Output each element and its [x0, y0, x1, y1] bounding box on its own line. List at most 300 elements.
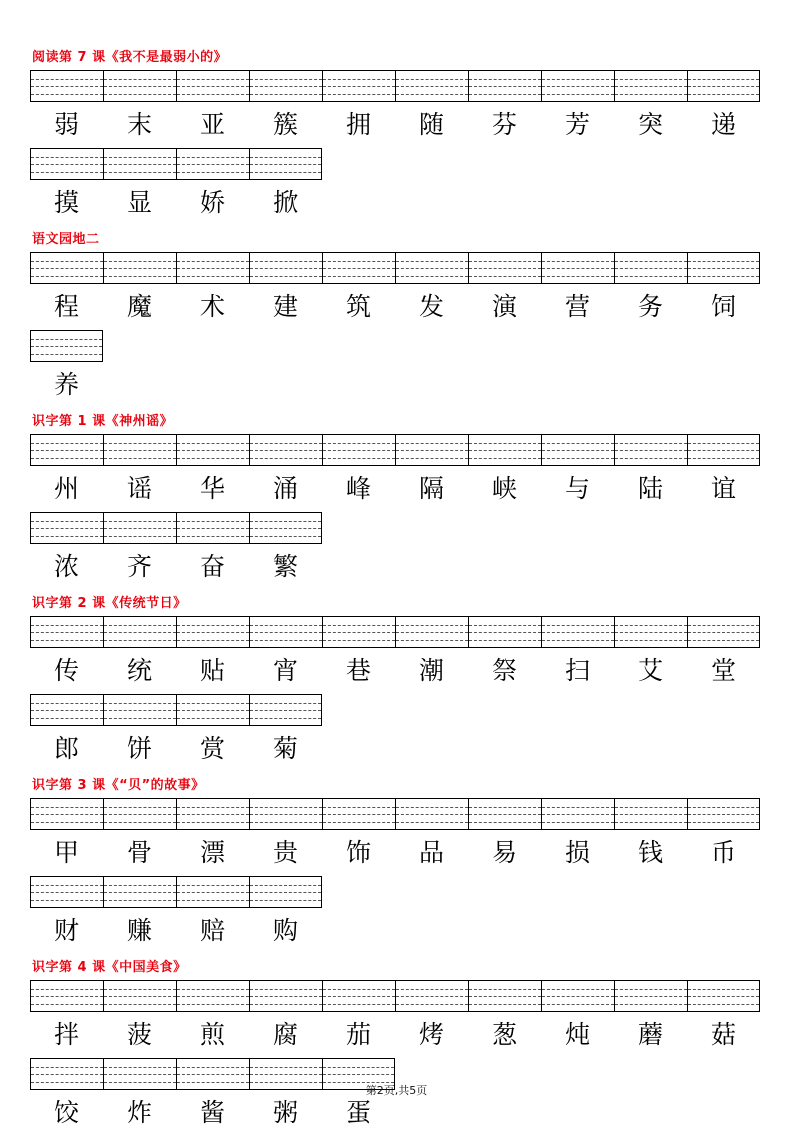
guide-line-middle: [469, 450, 541, 451]
guide-line-middle: [104, 86, 176, 87]
writing-cell[interactable]: [249, 148, 322, 180]
guide-line-middle: [250, 632, 322, 633]
character-label: 摸: [53, 188, 79, 217]
writing-grid-row: [30, 616, 763, 648]
character-label: 魔: [126, 292, 152, 321]
character-row: [30, 726, 763, 772]
guide-line-middle: [323, 632, 395, 633]
guide-line-lower: [177, 536, 249, 537]
writing-cell[interactable]: [103, 798, 176, 830]
guide-line-middle: [250, 814, 322, 815]
writing-cell[interactable]: [614, 798, 687, 830]
guide-line-upper: [688, 989, 759, 990]
guide-line-lower: [250, 276, 322, 277]
character-label: 浓: [53, 552, 79, 581]
guide-line-lower: [104, 718, 176, 719]
writing-cell[interactable]: [249, 434, 322, 466]
writing-cell[interactable]: [322, 798, 395, 830]
section-title: 识字第 4 课《中国美食》: [32, 960, 187, 975]
writing-cell[interactable]: [30, 616, 103, 648]
guide-line-upper: [31, 79, 103, 80]
guide-line-middle: [323, 268, 395, 269]
guide-line-lower: [31, 172, 103, 173]
guide-line-upper: [250, 521, 321, 522]
guide-line-middle: [250, 528, 321, 529]
guide-line-upper: [250, 443, 322, 444]
guide-line-middle: [615, 450, 687, 451]
guide-line-lower: [31, 458, 103, 459]
character-label: 掀: [272, 188, 298, 217]
character-label: 甲: [53, 838, 79, 867]
character-label: 艾: [637, 656, 663, 685]
writing-cell[interactable]: [468, 252, 541, 284]
writing-cell[interactable]: [687, 616, 760, 648]
writing-cell[interactable]: [30, 70, 103, 102]
guide-line-middle: [469, 814, 541, 815]
guide-line-lower: [469, 276, 541, 277]
writing-cell[interactable]: [614, 70, 687, 102]
character-label: 炸: [126, 1098, 152, 1127]
character-row: [30, 544, 763, 590]
character-label: 酱: [199, 1098, 225, 1127]
section-title: 识字第 1 课《神州谣》: [32, 414, 174, 429]
guide-line-middle: [104, 892, 176, 893]
writing-cell[interactable]: [176, 980, 249, 1012]
character-label: 骨: [126, 838, 152, 867]
character-label: 亚: [199, 110, 225, 139]
character-label: 芬: [491, 110, 517, 139]
guide-line-upper: [177, 261, 249, 262]
writing-cell[interactable]: [103, 148, 176, 180]
guide-line-lower: [469, 94, 541, 95]
guide-line-middle: [31, 996, 103, 997]
writing-cell[interactable]: [30, 798, 103, 830]
character-label: 饺: [53, 1098, 79, 1127]
guide-line-upper: [250, 885, 321, 886]
writing-grid-row: [30, 876, 763, 908]
writing-cell[interactable]: [541, 252, 614, 284]
character-label: 芳: [564, 110, 590, 139]
guide-line-upper: [31, 807, 103, 808]
writing-cell[interactable]: [322, 616, 395, 648]
guide-line-lower: [104, 640, 176, 641]
writing-cell[interactable]: [395, 798, 468, 830]
writing-cell[interactable]: [30, 876, 103, 908]
character-label: 蘑: [637, 1020, 663, 1049]
guide-line-lower: [177, 822, 249, 823]
section-title: 语文园地二: [32, 232, 100, 247]
guide-line-middle: [688, 268, 759, 269]
character-label: 钱: [637, 838, 663, 867]
guide-line-lower: [688, 1004, 759, 1005]
character-label: 显: [126, 188, 152, 217]
guide-line-middle: [688, 86, 759, 87]
guide-line-upper: [250, 989, 322, 990]
guide-line-lower: [31, 94, 103, 95]
guide-line-middle: [250, 710, 321, 711]
guide-line-middle: [323, 996, 395, 997]
guide-line-lower: [177, 718, 249, 719]
writing-cell[interactable]: [176, 798, 249, 830]
character-row: [30, 1012, 763, 1058]
guide-line-lower: [542, 640, 614, 641]
writing-cell[interactable]: [103, 434, 176, 466]
guide-line-middle: [542, 450, 614, 451]
character-label: 程: [53, 292, 79, 321]
guide-line-middle: [31, 86, 103, 87]
writing-cell[interactable]: [249, 70, 322, 102]
writing-grid-row: [30, 980, 763, 1012]
character-label: 贴: [199, 656, 225, 685]
guide-line-lower: [250, 94, 322, 95]
guide-line-upper: [104, 625, 176, 626]
guide-line-lower: [615, 822, 687, 823]
guide-line-lower: [31, 900, 103, 901]
writing-cell[interactable]: [395, 434, 468, 466]
writing-cell[interactable]: [322, 70, 395, 102]
character-label: 菇: [710, 1020, 736, 1049]
guide-line-middle: [250, 164, 321, 165]
writing-grid-row: [30, 70, 763, 102]
writing-grid-row: [30, 148, 763, 180]
guide-line-lower: [177, 276, 249, 277]
guide-line-middle: [323, 814, 395, 815]
character-label: 隔: [418, 474, 444, 503]
character-label: 术: [199, 292, 225, 321]
writing-cell[interactable]: [103, 616, 176, 648]
guide-line-upper: [469, 807, 541, 808]
guide-line-middle: [31, 268, 103, 269]
guide-line-lower: [542, 276, 614, 277]
writing-cell[interactable]: [103, 876, 176, 908]
guide-line-upper: [542, 79, 614, 80]
character-label: 饲: [710, 292, 736, 321]
writing-cell[interactable]: [322, 980, 395, 1012]
guide-line-lower: [250, 640, 322, 641]
guide-line-middle: [104, 814, 176, 815]
guide-line-lower: [396, 822, 468, 823]
writing-cell[interactable]: [541, 798, 614, 830]
character-row: [30, 180, 763, 226]
guide-line-upper: [542, 807, 614, 808]
writing-cell[interactable]: [614, 616, 687, 648]
guide-line-lower: [104, 822, 176, 823]
guide-line-upper: [396, 261, 468, 262]
guide-line-upper: [688, 443, 759, 444]
character-label: 币: [710, 838, 736, 867]
guide-line-lower: [615, 1004, 687, 1005]
guide-line-lower: [323, 276, 395, 277]
guide-line-lower: [104, 1004, 176, 1005]
guide-line-middle: [250, 450, 322, 451]
character-label: 峰: [345, 474, 371, 503]
character-label: 损: [564, 838, 590, 867]
writing-cell[interactable]: [176, 148, 249, 180]
guide-line-middle: [615, 268, 687, 269]
guide-line-middle: [177, 996, 249, 997]
character-label: 繁: [272, 552, 298, 581]
writing-cell[interactable]: [468, 616, 541, 648]
character-label: 菊: [272, 734, 298, 763]
page-footer: 第2页,共5页: [365, 1084, 428, 1097]
guide-line-upper: [615, 989, 687, 990]
guide-line-upper: [104, 703, 176, 704]
writing-cell[interactable]: [395, 980, 468, 1012]
writing-cell[interactable]: [395, 70, 468, 102]
character-label: 扫: [564, 656, 590, 685]
guide-line-upper: [250, 79, 322, 80]
guide-line-middle: [542, 86, 614, 87]
writing-cell[interactable]: [249, 980, 322, 1012]
guide-line-middle: [469, 268, 541, 269]
guide-line-lower: [250, 536, 321, 537]
guide-line-middle: [177, 710, 249, 711]
guide-line-lower: [615, 276, 687, 277]
guide-line-middle: [104, 996, 176, 997]
guide-line-middle: [542, 814, 614, 815]
writing-cell[interactable]: [541, 616, 614, 648]
guide-line-lower: [396, 458, 468, 459]
guide-line-upper: [250, 703, 321, 704]
guide-line-upper: [688, 807, 759, 808]
writing-cell[interactable]: [30, 512, 103, 544]
writing-cell[interactable]: [687, 980, 760, 1012]
guide-line-upper: [688, 261, 759, 262]
guide-line-lower: [104, 458, 176, 459]
character-label: 营: [564, 292, 590, 321]
character-label: 州: [53, 474, 79, 503]
guide-line-middle: [31, 528, 103, 529]
character-label: 祭: [491, 656, 517, 685]
guide-line-upper: [31, 1067, 103, 1068]
writing-cell[interactable]: [322, 434, 395, 466]
guide-line-upper: [542, 989, 614, 990]
guide-line-middle: [177, 528, 249, 529]
character-row: [30, 908, 763, 954]
writing-cell[interactable]: [249, 798, 322, 830]
guide-line-lower: [250, 900, 321, 901]
writing-cell[interactable]: [541, 70, 614, 102]
guide-line-upper: [323, 443, 395, 444]
guide-line-middle: [31, 1074, 103, 1075]
writing-cell[interactable]: [30, 694, 103, 726]
writing-cell[interactable]: [176, 876, 249, 908]
guide-line-lower: [323, 822, 395, 823]
guide-line-lower: [615, 458, 687, 459]
guide-line-lower: [615, 94, 687, 95]
guide-line-upper: [615, 807, 687, 808]
writing-cell[interactable]: [395, 252, 468, 284]
guide-line-middle: [542, 268, 614, 269]
guide-line-upper: [615, 625, 687, 626]
guide-line-upper: [31, 157, 103, 158]
writing-cell[interactable]: [103, 512, 176, 544]
character-label: 奋: [199, 552, 225, 581]
guide-line-middle: [469, 996, 541, 997]
writing-cell[interactable]: [30, 330, 103, 362]
character-label: 陆: [637, 474, 663, 503]
writing-grid-row: [30, 694, 763, 726]
guide-line-middle: [615, 814, 687, 815]
character-row: [30, 830, 763, 876]
writing-cell[interactable]: [176, 512, 249, 544]
writing-cell[interactable]: [176, 252, 249, 284]
guide-line-middle: [104, 1074, 176, 1075]
guide-line-upper: [469, 625, 541, 626]
guide-line-middle: [688, 814, 759, 815]
guide-line-lower: [542, 1004, 614, 1005]
writing-cell[interactable]: [541, 980, 614, 1012]
guide-line-upper: [177, 989, 249, 990]
guide-line-upper: [104, 79, 176, 80]
character-label: 烤: [418, 1020, 444, 1049]
character-label: 炖: [564, 1020, 590, 1049]
lesson-section: [30, 230, 763, 408]
character-label: 蛋: [345, 1098, 371, 1127]
writing-cell[interactable]: [541, 434, 614, 466]
guide-line-upper: [688, 79, 759, 80]
guide-line-middle: [323, 1074, 394, 1075]
writing-cell[interactable]: [249, 694, 322, 726]
guide-line-lower: [104, 276, 176, 277]
guide-line-upper: [323, 1067, 394, 1068]
character-label: 拌: [53, 1020, 79, 1049]
writing-cell[interactable]: [176, 694, 249, 726]
writing-cell[interactable]: [103, 252, 176, 284]
guide-line-lower: [688, 640, 759, 641]
writing-grid-row: [30, 330, 763, 362]
guide-line-upper: [177, 443, 249, 444]
writing-cell[interactable]: [687, 70, 760, 102]
writing-cell[interactable]: [687, 798, 760, 830]
writing-cell[interactable]: [30, 980, 103, 1012]
writing-cell[interactable]: [249, 252, 322, 284]
guide-line-lower: [104, 94, 176, 95]
guide-line-upper: [615, 261, 687, 262]
guide-line-lower: [250, 172, 321, 173]
writing-cell[interactable]: [468, 434, 541, 466]
character-label: 统: [126, 656, 152, 685]
guide-line-upper: [250, 1067, 322, 1068]
writing-grid-row: [30, 434, 763, 466]
character-label: 华: [199, 474, 225, 503]
guide-line-upper: [177, 1067, 249, 1068]
guide-line-upper: [250, 261, 322, 262]
writing-cell[interactable]: [468, 70, 541, 102]
writing-cell[interactable]: [176, 70, 249, 102]
guide-line-upper: [250, 807, 322, 808]
writing-cell[interactable]: [614, 434, 687, 466]
writing-cell[interactable]: [103, 70, 176, 102]
writing-cell[interactable]: [468, 980, 541, 1012]
guide-line-upper: [31, 989, 103, 990]
writing-cell[interactable]: [249, 876, 322, 908]
character-row: [30, 362, 763, 408]
guide-line-lower: [177, 900, 249, 901]
guide-line-middle: [177, 814, 249, 815]
guide-line-middle: [396, 450, 468, 451]
guide-line-upper: [104, 261, 176, 262]
character-label: 传: [53, 656, 79, 685]
writing-cell[interactable]: [30, 148, 103, 180]
writing-cell[interactable]: [468, 798, 541, 830]
lesson-section: [30, 776, 763, 954]
writing-grid-row: [30, 798, 763, 830]
guide-line-upper: [396, 443, 468, 444]
writing-cell[interactable]: [249, 616, 322, 648]
character-label: 演: [491, 292, 517, 321]
guide-line-middle: [615, 996, 687, 997]
guide-line-middle: [688, 996, 759, 997]
guide-line-middle: [542, 632, 614, 633]
character-label: 娇: [199, 188, 225, 217]
guide-line-middle: [177, 86, 249, 87]
guide-line-upper: [469, 261, 541, 262]
guide-line-upper: [323, 989, 395, 990]
character-label: 贵: [272, 838, 298, 867]
character-label: 与: [564, 474, 590, 503]
guide-line-middle: [615, 86, 687, 87]
guide-line-upper: [104, 989, 176, 990]
guide-line-lower: [542, 94, 614, 95]
guide-line-upper: [615, 443, 687, 444]
guide-line-upper: [396, 79, 468, 80]
guide-line-upper: [542, 261, 614, 262]
character-label: 赏: [199, 734, 225, 763]
character-label: 漂: [199, 838, 225, 867]
guide-line-middle: [250, 86, 322, 87]
guide-line-lower: [615, 640, 687, 641]
writing-cell[interactable]: [687, 434, 760, 466]
guide-line-lower: [396, 1004, 468, 1005]
guide-line-upper: [396, 625, 468, 626]
writing-cell[interactable]: [395, 616, 468, 648]
writing-cell[interactable]: [103, 980, 176, 1012]
guide-line-upper: [177, 885, 249, 886]
writing-cell[interactable]: [614, 980, 687, 1012]
writing-cell[interactable]: [322, 252, 395, 284]
guide-line-lower: [323, 458, 395, 459]
guide-line-middle: [31, 814, 103, 815]
writing-cell[interactable]: [249, 512, 322, 544]
guide-line-middle: [177, 268, 249, 269]
guide-line-upper: [469, 989, 541, 990]
writing-cell[interactable]: [30, 252, 103, 284]
character-label: 养: [53, 370, 79, 399]
guide-line-lower: [542, 822, 614, 823]
character-label: 随: [418, 110, 444, 139]
character-label: 峡: [491, 474, 517, 503]
writing-cell[interactable]: [176, 434, 249, 466]
guide-line-lower: [31, 536, 103, 537]
guide-line-middle: [31, 710, 103, 711]
writing-cell[interactable]: [176, 616, 249, 648]
sections-container: [30, 48, 763, 1136]
writing-cell[interactable]: [30, 434, 103, 466]
lesson-section: [30, 594, 763, 772]
guide-line-lower: [688, 458, 759, 459]
writing-cell[interactable]: [614, 252, 687, 284]
guide-line-lower: [104, 536, 176, 537]
guide-line-middle: [31, 892, 103, 893]
character-label: 潮: [418, 656, 444, 685]
writing-cell[interactable]: [103, 694, 176, 726]
guide-line-lower: [31, 276, 103, 277]
guide-line-upper: [469, 443, 541, 444]
character-label: 菠: [126, 1020, 152, 1049]
writing-cell[interactable]: [687, 252, 760, 284]
lesson-section: [30, 48, 763, 226]
